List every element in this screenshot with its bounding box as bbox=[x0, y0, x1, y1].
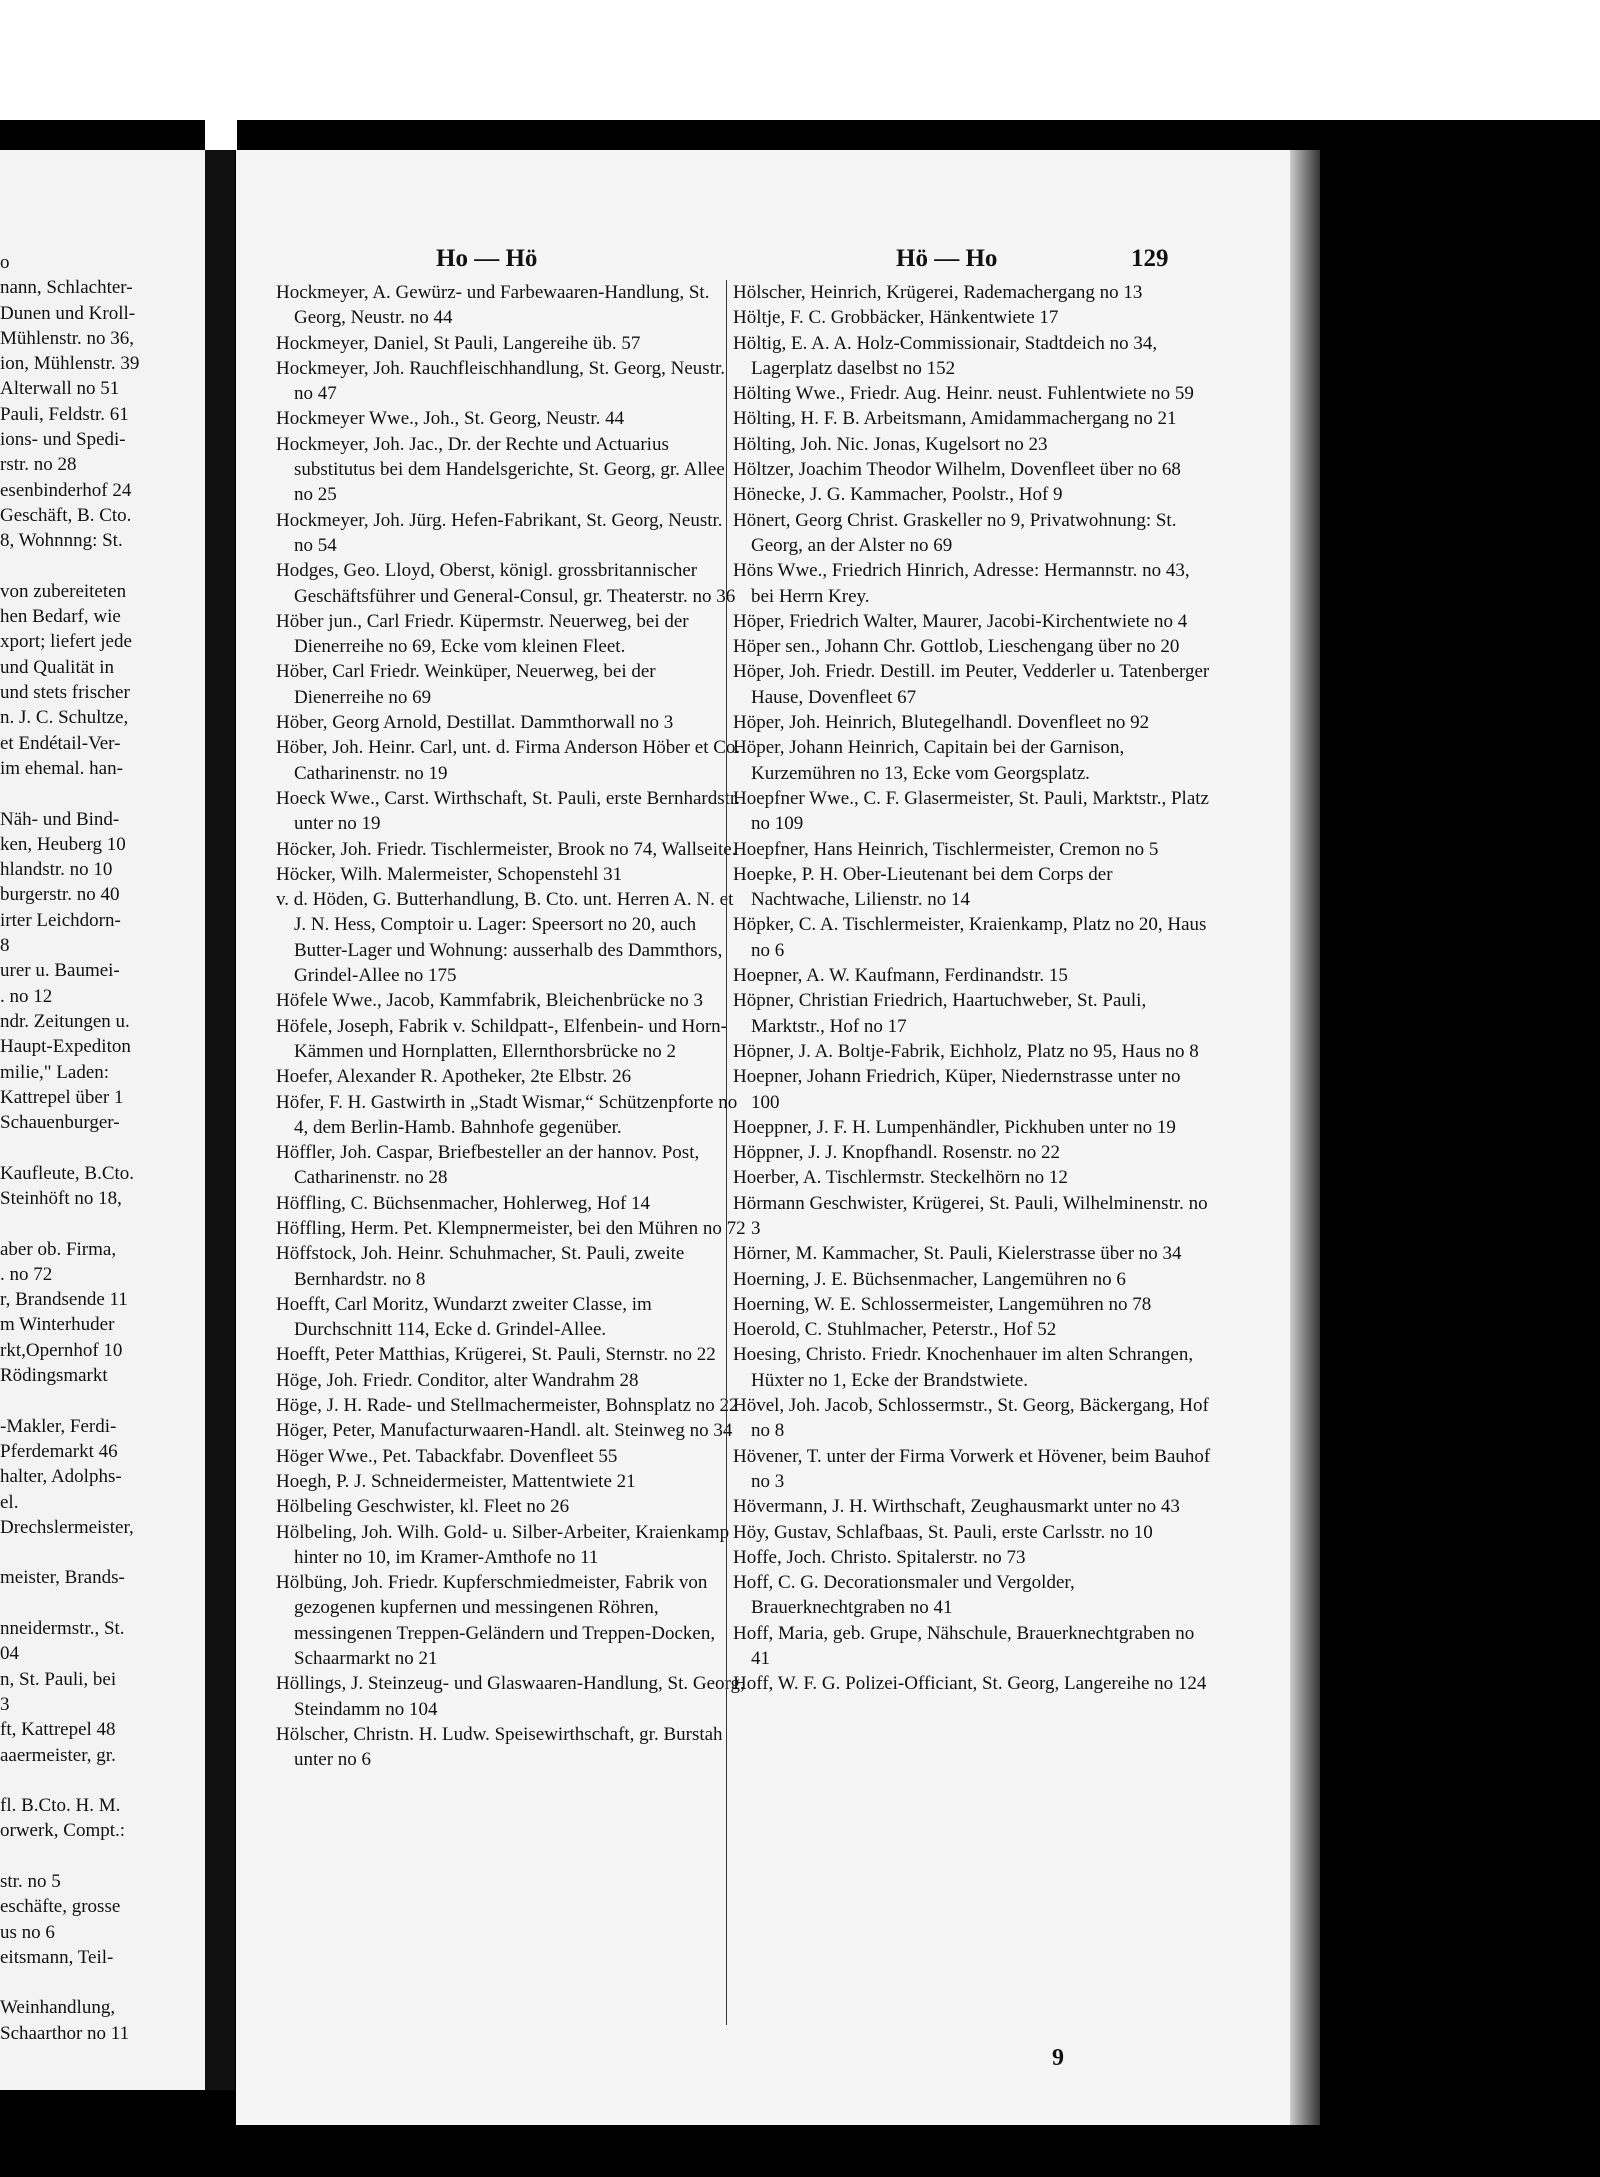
directory-entry: Höper, Friedrich Walter, Maurer, Jacobi-Kirchentwiete no 4 bbox=[733, 610, 1188, 632]
directory-entry: Hölscher, Heinrich, Krügerei, Rademachergang no 13 bbox=[733, 282, 1143, 303]
left-fragment-line: und stets frischer bbox=[0, 682, 130, 704]
left-fragment-line: n, St. Pauli, bei bbox=[0, 1668, 117, 1690]
left-fragment-line: Kattrepel über 1 bbox=[0, 1086, 124, 1108]
left-fragment-line: Steinhöft no 18, bbox=[0, 1187, 122, 1209]
directory-entry: Höffling, Herm. Pet. Klempnermeister, bei den Mühren no 72 bbox=[276, 1217, 746, 1239]
directory-entry: Höy, Gustav, Schlafbaas, St. Pauli, erste Carlsstr. no 10 bbox=[733, 1521, 1153, 1543]
left-fragment-line: nneidermstr., St. bbox=[0, 1618, 125, 1640]
directory-entry: Höper, Joh. Heinrich, Blutegelhandl. Dovenfleet no 92 bbox=[733, 712, 1150, 734]
left-fragment-line bbox=[0, 1135, 205, 1160]
directory-entry: Höffstock, Joh. Heinr. Schuhmacher, St. Pauli, zweite Bernhardstr. no 8 bbox=[276, 1243, 685, 1290]
directory-entry: Hoff, W. F. G. Polizei-Officiant, St. Georg, Langereihe no 124 bbox=[733, 1673, 1207, 1695]
left-fragment-line: xport; liefert jede bbox=[0, 631, 132, 653]
left-fragment-line: esenbinderhof 24 bbox=[0, 479, 132, 501]
directory-entry: Hoegh, P. J. Schneidermeister, Mattentwiete 21 bbox=[276, 1470, 636, 1492]
left-fragment-line bbox=[0, 1970, 205, 1995]
directory-entry: Hoffe, Joch. Christo. Spitalerstr. no 73 bbox=[733, 1546, 1026, 1568]
directory-entry: Hörner, M. Kammacher, St. Pauli, Kielerstrasse über no 34 bbox=[733, 1243, 1182, 1265]
left-fragment-line: Haupt-Expediton bbox=[0, 1036, 131, 1058]
left-fragment-line: 8 bbox=[0, 935, 10, 957]
directory-entry: Hodges, Geo. Lloyd, Oberst, königl. grossbritannischer Geschäftsführer und General-Consul, gr. Theaterstr. no 36 bbox=[276, 560, 736, 607]
left-fragment-line: ft, Kattrepel 48 bbox=[0, 1719, 116, 1741]
directory-entry: Hölting Wwe., Friedr. Aug. Heinr. neust. Fuhlentwiete no 59 bbox=[733, 383, 1194, 405]
directory-entry: Hockmeyer, A. Gewürz- und Farbewaaren-Handlung, St. Georg, Neustr. no 44 bbox=[276, 282, 710, 329]
directory-entry: Hönecke, J. G. Kammacher, Poolstr., Hof 9 bbox=[733, 484, 1063, 506]
column-middle bbox=[276, 280, 746, 1773]
left-fragment-line: hen Bedarf, wie bbox=[0, 606, 121, 628]
directory-entry: Hölting, H. F. B. Arbeitsmann, Amidammachergang no 21 bbox=[733, 408, 1177, 430]
directory-entry: Hoerning, J. E. Büchsenmacher, Langemühren no 6 bbox=[733, 1268, 1126, 1290]
directory-entry: Hoepner, Johann Friedrich, Küper, Niedernstrasse unter no 100 bbox=[733, 1066, 1181, 1113]
directory-entry: Hoesing, Christo. Friedr. Knochenhauer im alten Schrangen, Hüxter no 1, Ecke der Brandstwiete. bbox=[733, 1344, 1194, 1391]
left-fragment-line: von zubereiteten bbox=[0, 580, 127, 602]
gutter-gap bbox=[205, 0, 237, 150]
left-fragment-line bbox=[0, 554, 205, 579]
left-fragment-line: aber ob. Firma, bbox=[0, 1238, 117, 1260]
signature-mark: 9 bbox=[1052, 2045, 1064, 2071]
left-fragment-line: Geschäft, B. Cto. bbox=[0, 504, 132, 526]
left-fragment-line: r, Brandsende 11 bbox=[0, 1289, 128, 1311]
directory-entry: Hövener, T. unter der Firma Vorwerk et Hövener, beim Bauhof no 3 bbox=[733, 1445, 1211, 1492]
book-spine bbox=[205, 150, 235, 2090]
left-page-fragments bbox=[0, 250, 205, 2046]
directory-entry: Höber, Georg Arnold, Destillat. Dammthorwall no 3 bbox=[276, 712, 674, 734]
directory-entry: Hoefft, Carl Moritz, Wundarzt zweiter Classe, im Durchschnitt 114, Ecke d. Grindel-Allee. bbox=[276, 1293, 652, 1341]
left-fragment-line bbox=[0, 1768, 205, 1793]
page-number: 129 bbox=[1131, 245, 1169, 272]
left-fragment-line: eitsmann, Teil- bbox=[0, 1946, 114, 1968]
left-page bbox=[0, 150, 222, 2090]
left-fragment-line: Rödingsmarkt bbox=[0, 1365, 108, 1387]
left-fragment-line: hlandstr. no 10 bbox=[0, 859, 113, 881]
left-fragment-line bbox=[0, 1211, 205, 1236]
left-fragment-line: Mühlenstr. no 36, bbox=[0, 327, 135, 349]
top-margin bbox=[0, 0, 1600, 120]
header-left: Ho — Hö bbox=[436, 245, 538, 272]
directory-entry: Hölbüng, Joh. Friedr. Kupferschmiedmeister, Fabrik von gezogenen kupfernen und messingenen Röhren, messingenen Treppen-Geländern und Treppen-Docken, Schaarmarkt no 21 bbox=[276, 1572, 716, 1670]
left-fragment-line: el. bbox=[0, 1491, 19, 1513]
left-fragment-line: im ehemal. han- bbox=[0, 757, 123, 779]
left-fragment-line: -Makler, Ferdi- bbox=[0, 1415, 117, 1437]
left-fragment-line: n. J. C. Schultze, bbox=[0, 707, 129, 729]
left-fragment-line: rkt,Opernhof 10 bbox=[0, 1339, 123, 1361]
directory-entry: Hövel, Joh. Jacob, Schlossermstr., St. Georg, Bäckergang, Hof no 8 bbox=[733, 1395, 1209, 1442]
left-fragment-line: Schauenburger- bbox=[0, 1112, 120, 1134]
directory-entry: Hölscher, Christn. H. Ludw. Speisewirthschaft, gr. Burstah unter no 6 bbox=[276, 1723, 723, 1771]
directory-entry: Hockmeyer Wwe., Joh., St. Georg, Neustr. 44 bbox=[276, 408, 625, 430]
directory-entry: Höper, Johann Heinrich, Capitain bei der Garnison, Kurzemühren no 13, Ecke vom Georgsplatz. bbox=[733, 737, 1125, 784]
directory-entry: Höfele Wwe., Jacob, Kammfabrik, Bleichenbrücke no 3 bbox=[276, 990, 703, 1012]
left-fragment-line: . no 12 bbox=[0, 985, 53, 1007]
left-fragment-line bbox=[0, 1540, 205, 1565]
directory-entry: Höcker, Joh. Friedr. Tischlermeister, Brook no 74, Wallseite. bbox=[276, 838, 737, 860]
left-fragment-line bbox=[0, 1388, 205, 1413]
directory-entry: Höppner, J. J. Knopfhandl. Rosenstr. no 22 bbox=[733, 1142, 1060, 1164]
directory-entry: Höger, Peter, Manufacturwaaren-Handl. alt. Steinweg no 34 bbox=[276, 1420, 733, 1442]
directory-entry: Höber, Joh. Heinr. Carl, unt. d. Firma Anderson Höber et Co. Catharinenstr. no 19 bbox=[276, 737, 741, 784]
directory-entry: Höfer, F. H. Gastwirth in „Stadt Wismar,“ Schützenpforte no 4, dem Berlin-Hamb. Bahnhofe gegenüber. bbox=[276, 1091, 738, 1138]
directory-entry: Hoff, Maria, geb. Grupe, Nähschule, Brauerknechtgraben no 41 bbox=[733, 1622, 1195, 1670]
directory-entry: Hockmeyer, Joh. Rauchfleischhandlung, St. Georg, Neustr. no 47 bbox=[276, 357, 725, 405]
directory-entry: Hörmann Geschwister, Krügerei, St. Pauli, Wilhelminenstr. no 3 bbox=[733, 1192, 1208, 1239]
left-fragment-line: ions- und Spedi- bbox=[0, 429, 126, 451]
left-fragment-line: et Endétail-Ver- bbox=[0, 732, 121, 754]
directory-entry: Hockmeyer, Joh. Jürg. Hefen-Fabrikant, St. Georg, Neustr. no 54 bbox=[276, 509, 723, 556]
directory-entry: Höper, Joh. Friedr. Destill. im Peuter, Vedderler u. Tatenberger Hause, Dovenfleet 67 bbox=[733, 661, 1210, 708]
left-fragment-line: Pferdemarkt 46 bbox=[0, 1440, 118, 1462]
left-fragment-line: rstr. no 28 bbox=[0, 454, 77, 476]
left-fragment-line: Kaufleute, B.Cto. bbox=[0, 1162, 135, 1184]
left-fragment-line: m Winterhuder bbox=[0, 1314, 115, 1336]
directory-entry: Hoeck Wwe., Carst. Wirthschaft, St. Pauli, erste Bernhardstr. unter no 19 bbox=[276, 787, 740, 835]
directory-entry: Höpner, J. A. Boltje-Fabrik, Eichholz, Platz no 95, Haus no 8 bbox=[733, 1040, 1199, 1062]
left-fragment-line: Alterwall no 51 bbox=[0, 378, 120, 400]
left-fragment-line bbox=[0, 1591, 205, 1616]
right-page bbox=[236, 150, 1304, 2125]
directory-entry: Höge, Joh. Friedr. Conditor, alter Wandrahm 28 bbox=[276, 1369, 639, 1391]
left-fragment-line: ken, Heuberg 10 bbox=[0, 833, 126, 855]
left-fragment-line: Weinhandlung, bbox=[0, 1997, 116, 2019]
left-fragment-line: irter Leichdorn- bbox=[0, 909, 121, 931]
directory-entry: Hönert, Georg Christ. Graskeller no 9, Privatwohnung: St. Georg, an der Alster no 69 bbox=[733, 509, 1177, 556]
directory-entry: Höltig, E. A. A. Holz-Commissionair, Stadtdeich no 34, Lagerplatz daselbst no 152 bbox=[733, 332, 1158, 379]
left-fragment-line: . no 72 bbox=[0, 1263, 53, 1285]
directory-entry: Hoerold, C. Stuhlmacher, Peterstr., Hof 52 bbox=[733, 1319, 1057, 1341]
left-fragment-line: Näh- und Bind- bbox=[0, 808, 120, 830]
directory-entry: Höber jun., Carl Friedr. Küpermstr. Neuerweg, bei der Dienerreihe no 69, Ecke vom kleinen Fleet. bbox=[276, 610, 689, 658]
directory-entry: Hoepke, P. H. Ober-Lieutenant bei dem Corps der Nachtwache, Lilienstr. no 14 bbox=[733, 863, 1113, 911]
left-fragment-line: Schaarthor no 11 bbox=[0, 2022, 130, 2044]
directory-entry: Höffler, Joh. Caspar, Briefbesteller an der hannov. Post, Catharinenstr. no 28 bbox=[276, 1142, 700, 1189]
directory-entry: Höber, Carl Friedr. Weinküper, Neuerweg, bei der Dienerreihe no 69 bbox=[276, 661, 656, 708]
directory-entry: Höpker, C. A. Tischlermeister, Kraienkamp, Platz no 20, Haus no 6 bbox=[733, 914, 1207, 961]
left-fragment-line: str. no 5 bbox=[0, 1871, 61, 1892]
left-fragment-line: halter, Adolphs- bbox=[0, 1466, 122, 1488]
directory-entry: Hoefer, Alexander R. Apotheker, 2te Elbstr. 26 bbox=[276, 1066, 632, 1088]
directory-entry: Hövermann, J. H. Wirthschaft, Zeughausmarkt unter no 43 bbox=[733, 1496, 1180, 1518]
left-fragment-line: Drechslermeister, bbox=[0, 1516, 134, 1538]
left-fragment-line: us no 6 bbox=[0, 1921, 55, 1943]
directory-entry: Höfele, Joseph, Fabrik v. Schildpatt-, Elfenbein- und Horn-Kämmen und Hornplatten, Ellernthorsbrücke no 2 bbox=[276, 1015, 727, 1062]
header-right: Hö — Ho bbox=[896, 245, 998, 272]
left-fragment-line: milie," Laden: bbox=[0, 1061, 110, 1083]
directory-entry: Hölbeling Geschwister, kl. Fleet no 26 bbox=[276, 1496, 570, 1518]
left-fragment-line: 8, Wohnnng: St. bbox=[0, 530, 123, 552]
left-fragment-line: ion, Mühlenstr. 39 bbox=[0, 353, 140, 375]
left-fragment-line: burgerstr. no 40 bbox=[0, 884, 120, 906]
directory-entry: Höltzer, Joachim Theodor Wilhelm, Dovenfleet über no 68 bbox=[733, 459, 1181, 481]
left-fragment-line: meister, Brands- bbox=[0, 1567, 125, 1589]
directory-entry: Höcker, Wilh. Malermeister, Schopenstehl 31 bbox=[276, 863, 623, 885]
directory-entry: Höltje, F. C. Grobbäcker, Hänkentwiete 17 bbox=[733, 307, 1059, 329]
directory-entry: Höllings, J. Steinzeug- und Glaswaaren-Handlung, St. Georg, Steindamm no 104 bbox=[276, 1673, 745, 1720]
left-fragment-line: eschäfte, grosse bbox=[0, 1896, 121, 1918]
left-fragment-line: aaermeister, gr. bbox=[0, 1744, 116, 1766]
directory-entry: Hockmeyer, Daniel, St Pauli, Langereihe üb. 57 bbox=[276, 332, 641, 354]
directory-entry: Hoefft, Peter Matthias, Krügerei, St. Pauli, Sternstr. no 22 bbox=[276, 1344, 716, 1366]
directory-entry: Höge, J. H. Rade- und Stellmachermeister, Bohnsplatz no 22 bbox=[276, 1395, 739, 1417]
page-edge-shadow bbox=[1290, 150, 1320, 2125]
left-fragment-line: und Qualität in bbox=[0, 656, 114, 678]
left-fragment-line: fl. B.Cto. H. M. bbox=[0, 1795, 121, 1817]
directory-entry: Hoff, C. G. Decorationsmaler und Vergolder, Brauerknechtgraben no 41 bbox=[733, 1572, 1075, 1619]
directory-entry: v. d. Höden, G. Butterhandlung, B. Cto. unt. Herren A. N. et J. N. Hess, Comptoir u. Lager: Speersort no 20, auch Butter-Lager und Wohnung: ausserhalb des Dammthors, Grindel-Allee no 175 bbox=[276, 889, 734, 987]
directory-entry: Höper sen., Johann Chr. Gottlob, Lieschengang über no 20 bbox=[733, 636, 1180, 658]
directory-entry: Hölting, Joh. Nic. Jonas, Kugelsort no 23 bbox=[733, 433, 1048, 455]
left-fragment-line: Dunen und Kroll- bbox=[0, 302, 136, 324]
column-right bbox=[726, 280, 1211, 2025]
directory-entry: Hoepfner Wwe., C. F. Glasermeister, St. Pauli, Marktstr., Platz no 109 bbox=[733, 787, 1209, 835]
directory-entry: Hockmeyer, Joh. Jac., Dr. der Rechte und Actuarius substitutus bei dem Handelsgerichte, St. Georg, gr. Allee no 25 bbox=[276, 433, 725, 506]
directory-entry: Höffling, C. Büchsenmacher, Hohlerweg, Hof 14 bbox=[276, 1192, 651, 1214]
left-fragment-line bbox=[0, 1844, 205, 1869]
left-fragment-line: orwerk, Compt.: bbox=[0, 1820, 126, 1842]
left-fragment-line: 3 bbox=[0, 1693, 10, 1715]
directory-entry: Höger Wwe., Pet. Tabackfabr. Dovenfleet 55 bbox=[276, 1445, 618, 1467]
directory-entry: Höpner, Christian Friedrich, Haartuchweber, St. Pauli, Marktstr., Hof no 17 bbox=[733, 990, 1147, 1037]
left-fragment-line: ndr. Zeitungen u. bbox=[0, 1010, 130, 1032]
left-fragment-line bbox=[0, 781, 205, 806]
directory-entry: Höns Wwe., Friedrich Hinrich, Adresse: Hermannstr. no 43, bei Herrn Krey. bbox=[733, 560, 1190, 607]
left-fragment-line: Pauli, Feldstr. 61 bbox=[0, 403, 129, 425]
directory-entry: Hoerning, W. E. Schlossermeister, Langemühren no 78 bbox=[733, 1293, 1152, 1315]
left-fragment-line: o bbox=[0, 252, 10, 273]
left-fragment-line: 04 bbox=[0, 1643, 19, 1665]
directory-entry: Hoepner, A. W. Kaufmann, Ferdinandstr. 15 bbox=[733, 965, 1068, 987]
left-fragment-line: nann, Schlachter- bbox=[0, 277, 133, 299]
directory-entry: Hoerber, A. Tischlermstr. Steckelhörn no 12 bbox=[733, 1167, 1068, 1189]
directory-entry: Hölbeling, Joh. Wilh. Gold- u. Silber-Arbeiter, Kraienkamp hinter no 10, im Kramer-Amthofe no 11 bbox=[276, 1521, 730, 1568]
left-fragment-line: urer u. Baumei- bbox=[0, 960, 120, 982]
directory-entry: Hoepfner, Hans Heinrich, Tischlermeister, Cremon no 5 bbox=[733, 838, 1159, 860]
directory-entry: Hoeppner, J. F. H. Lumpenhändler, Pickhuben unter no 19 bbox=[733, 1116, 1176, 1138]
